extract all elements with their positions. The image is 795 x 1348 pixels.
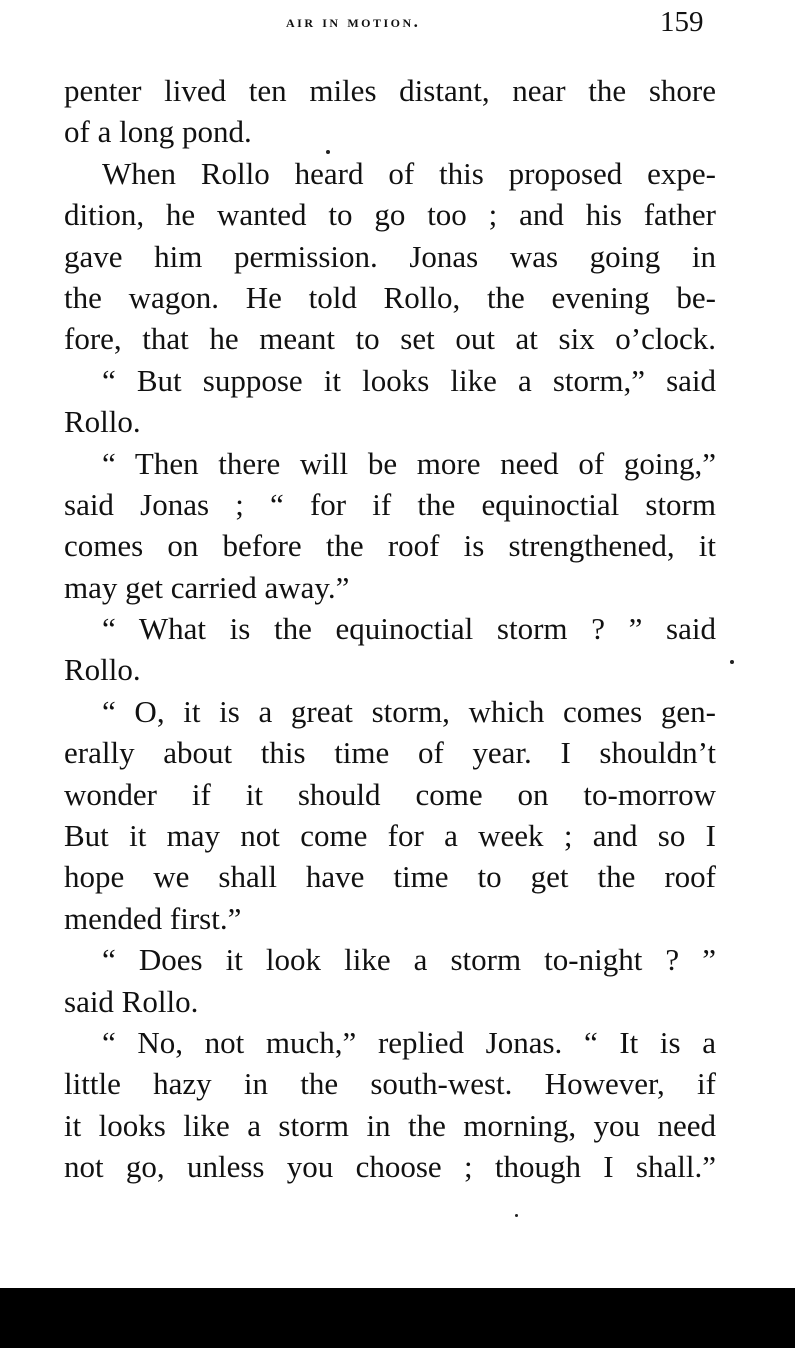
scan-border-bar [0,1288,795,1348]
page-number: 159 [660,6,704,38]
text-line: of a long pond. [64,114,252,150]
ink-speck [730,660,734,664]
text-line: wonder if it should come on to-morrow [64,776,716,812]
ink-speck [326,150,330,154]
text-line: said Rollo. [64,983,199,1019]
text-line: But it may not come for a week ; and so I [64,818,716,854]
text-line: little hazy in the south-west. However, if [64,1066,716,1102]
text-line: erally about this time of year. I shouldn’t [64,735,716,771]
text-line: “ O, it is a great storm, which comes gen- [102,693,716,729]
running-title: air in motion. [286,12,421,31]
text-line: “ What is the equinoctial storm ? ” said [102,611,716,647]
text-line: the wagon. He told Rollo, the evening be- [64,279,716,315]
text-line: it looks like a storm in the morning, you need [64,1107,716,1143]
text-line: gave him permission. Jonas was going in [64,238,716,274]
text-line: “ Then there will be more need of going,” [102,445,716,481]
body-text [64,70,716,1188]
text-line: said Jonas ; “ for if the equinoctial storm [64,486,716,522]
text-line: dition, he wanted to go too ; and his father [64,197,716,233]
text-line: “ No, not much,” replied Jonas. “ It is a [102,1024,716,1060]
text-line: hope we shall have time to get the roof [64,859,716,895]
text-line: mended first.” [64,900,242,936]
text-line: fore, that he meant to set out at six o’clock. [64,321,716,357]
text-line: When Rollo heard of this proposed expe- [102,155,716,191]
text-line: Rollo. [64,652,141,688]
text-line: not go, unless you choose ; though I shall.” [64,1149,716,1185]
text-line: “ But suppose it looks like a storm,” said [102,362,716,398]
ink-speck [515,1214,518,1217]
text-line: “ Does it look like a storm to-night ? ” [102,942,716,978]
text-line: penter lived ten miles distant, near the shore [64,73,716,108]
text-line: comes on before the roof is strengthened, it [64,528,716,564]
text-line: may get carried away.” [64,569,350,605]
running-head [0,6,795,36]
text-line: Rollo. [64,404,141,440]
